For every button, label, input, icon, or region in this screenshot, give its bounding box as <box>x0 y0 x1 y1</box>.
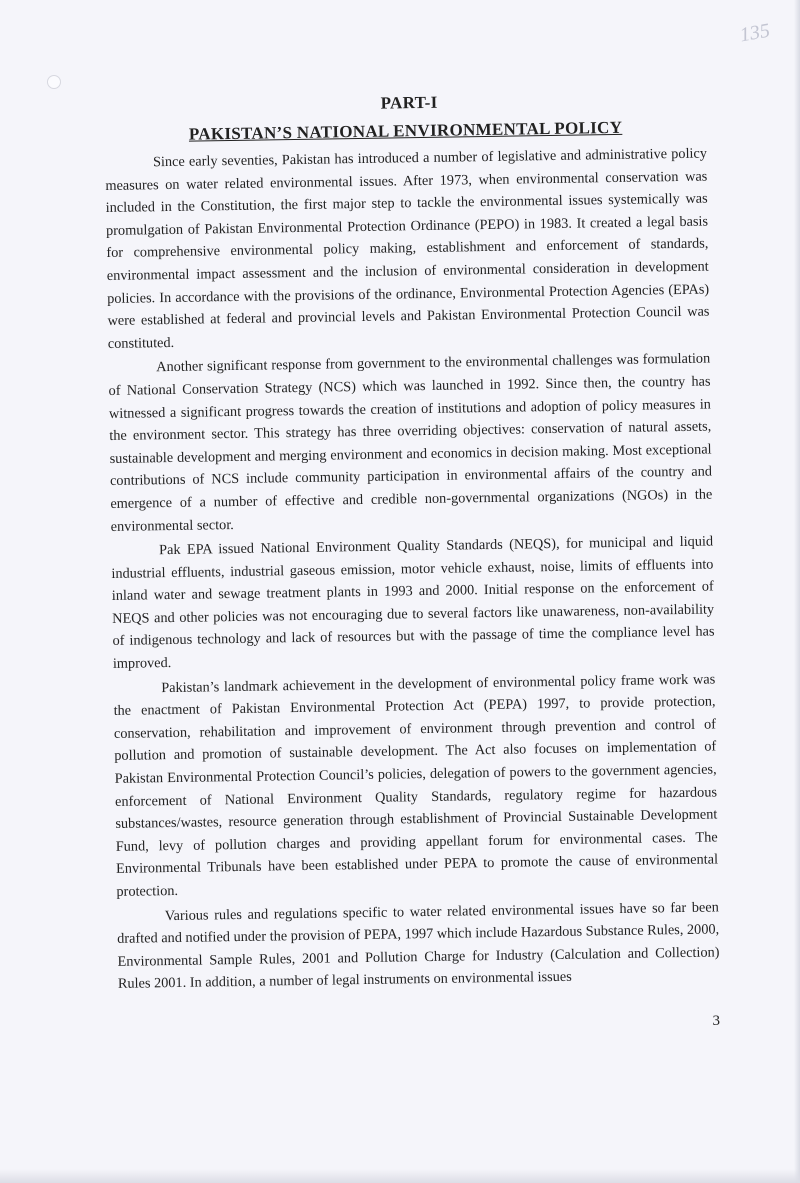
page-number: 3 <box>712 1013 720 1029</box>
handwritten-page-mark: 135 <box>738 19 772 47</box>
paragraph-4: Pakistan’s landmark achievement in the development of environmental policy frame work was the enactment of Pakistan Environmental Protection Act (PEPA) 1997, to provide protection, conservation, rehabilitation and improvement of environment through prevention and control of pollution and promotion of sustainable development. The Act also focuses on implementation of Pakistan Environmental Protection Council’s policies, delegation of powers to the government agencies, enforcement of National Environment Quality Standards, regulatory regime for hazardous substances/wastes, resource generation through establishment of Provincial Sustainable Development Fund, levy of pollution charges and providing appellant forum for environmental cases. The Environmental Tribunals have been established under PEPA to promote the cause of environmental protection. <box>113 671 719 900</box>
page-edge-shadow-right <box>794 0 800 1183</box>
paragraph-5: Various rules and regulations specific to water related environmental issues have so far been drafted and notified under the provision of PEPA, 1997 which include Hazardous Substance Rules, 2000, Environmental Sample Rules, 2001 and Pollution Charge for Industry (Calculation and Collection) Rules 2001. In addition, a number of legal instruments on environmental issues <box>117 899 720 993</box>
paragraph-2: Another significant response from government to the environmental challenges was formulation of National Conservation Strategy (NCS) which was launched in 1992. Since then, the country has witnessed a significant progress towards the creation of institutions and adoption of policy measures in the environment sector. This strategy has three overriding objectives: conservation of natural assets, sustainable development and merging environment and economics in decision making. Most exceptional contributions of NCS include community participation in environmental affairs of the country and emergence of a number of effective and credible non-governmental organizations (NGOs) in the environmental sector. <box>108 350 713 535</box>
part-title: PART-I <box>380 92 438 113</box>
page-edge-shadow-bottom <box>0 1169 800 1183</box>
document-body <box>104 89 720 996</box>
paragraph-3: Pak EPA issued National Environment Quality Standards (NEQS), for municipal and liquid industrial effluents, industrial gaseous emission, motor vehicle exhaust, noise, limits of effluents into inland water and sewage treatment plants in 1993 and 2000. Initial response on the enforcement of NEQS and other policies was not encouraging due to several factors like unawareness, non-availability of indigenous technology and lack of resources but with the passage of time the compliance level has improved. <box>111 533 715 672</box>
main-title: PAKISTAN’S NATIONAL ENVIRONMENTAL POLICY <box>188 117 623 144</box>
punch-hole-mark <box>47 75 61 89</box>
paragraph-1: Since early seventies, Pakistan has introduced a number of legislative and administrative policy measures on water related environmental issues. After 1973, when environmental conservation was included in the Constitution, the first major step to tackle the environmental issues systemically was promulgation of Pakistan Environmental Protection Ordinance (PEPO) in 1983. It created a legal basis for comprehensive environmental policy making, establishment and enforcement of standards, environmental impact assessment and the inclusion of environmental consideration in development policies. In accordance with the provisions of the ordinance, Environmental Protection Agencies (EPAs) were established at federal and provincial levels and Pakistan Environmental Protection Council was constituted. <box>105 145 710 352</box>
